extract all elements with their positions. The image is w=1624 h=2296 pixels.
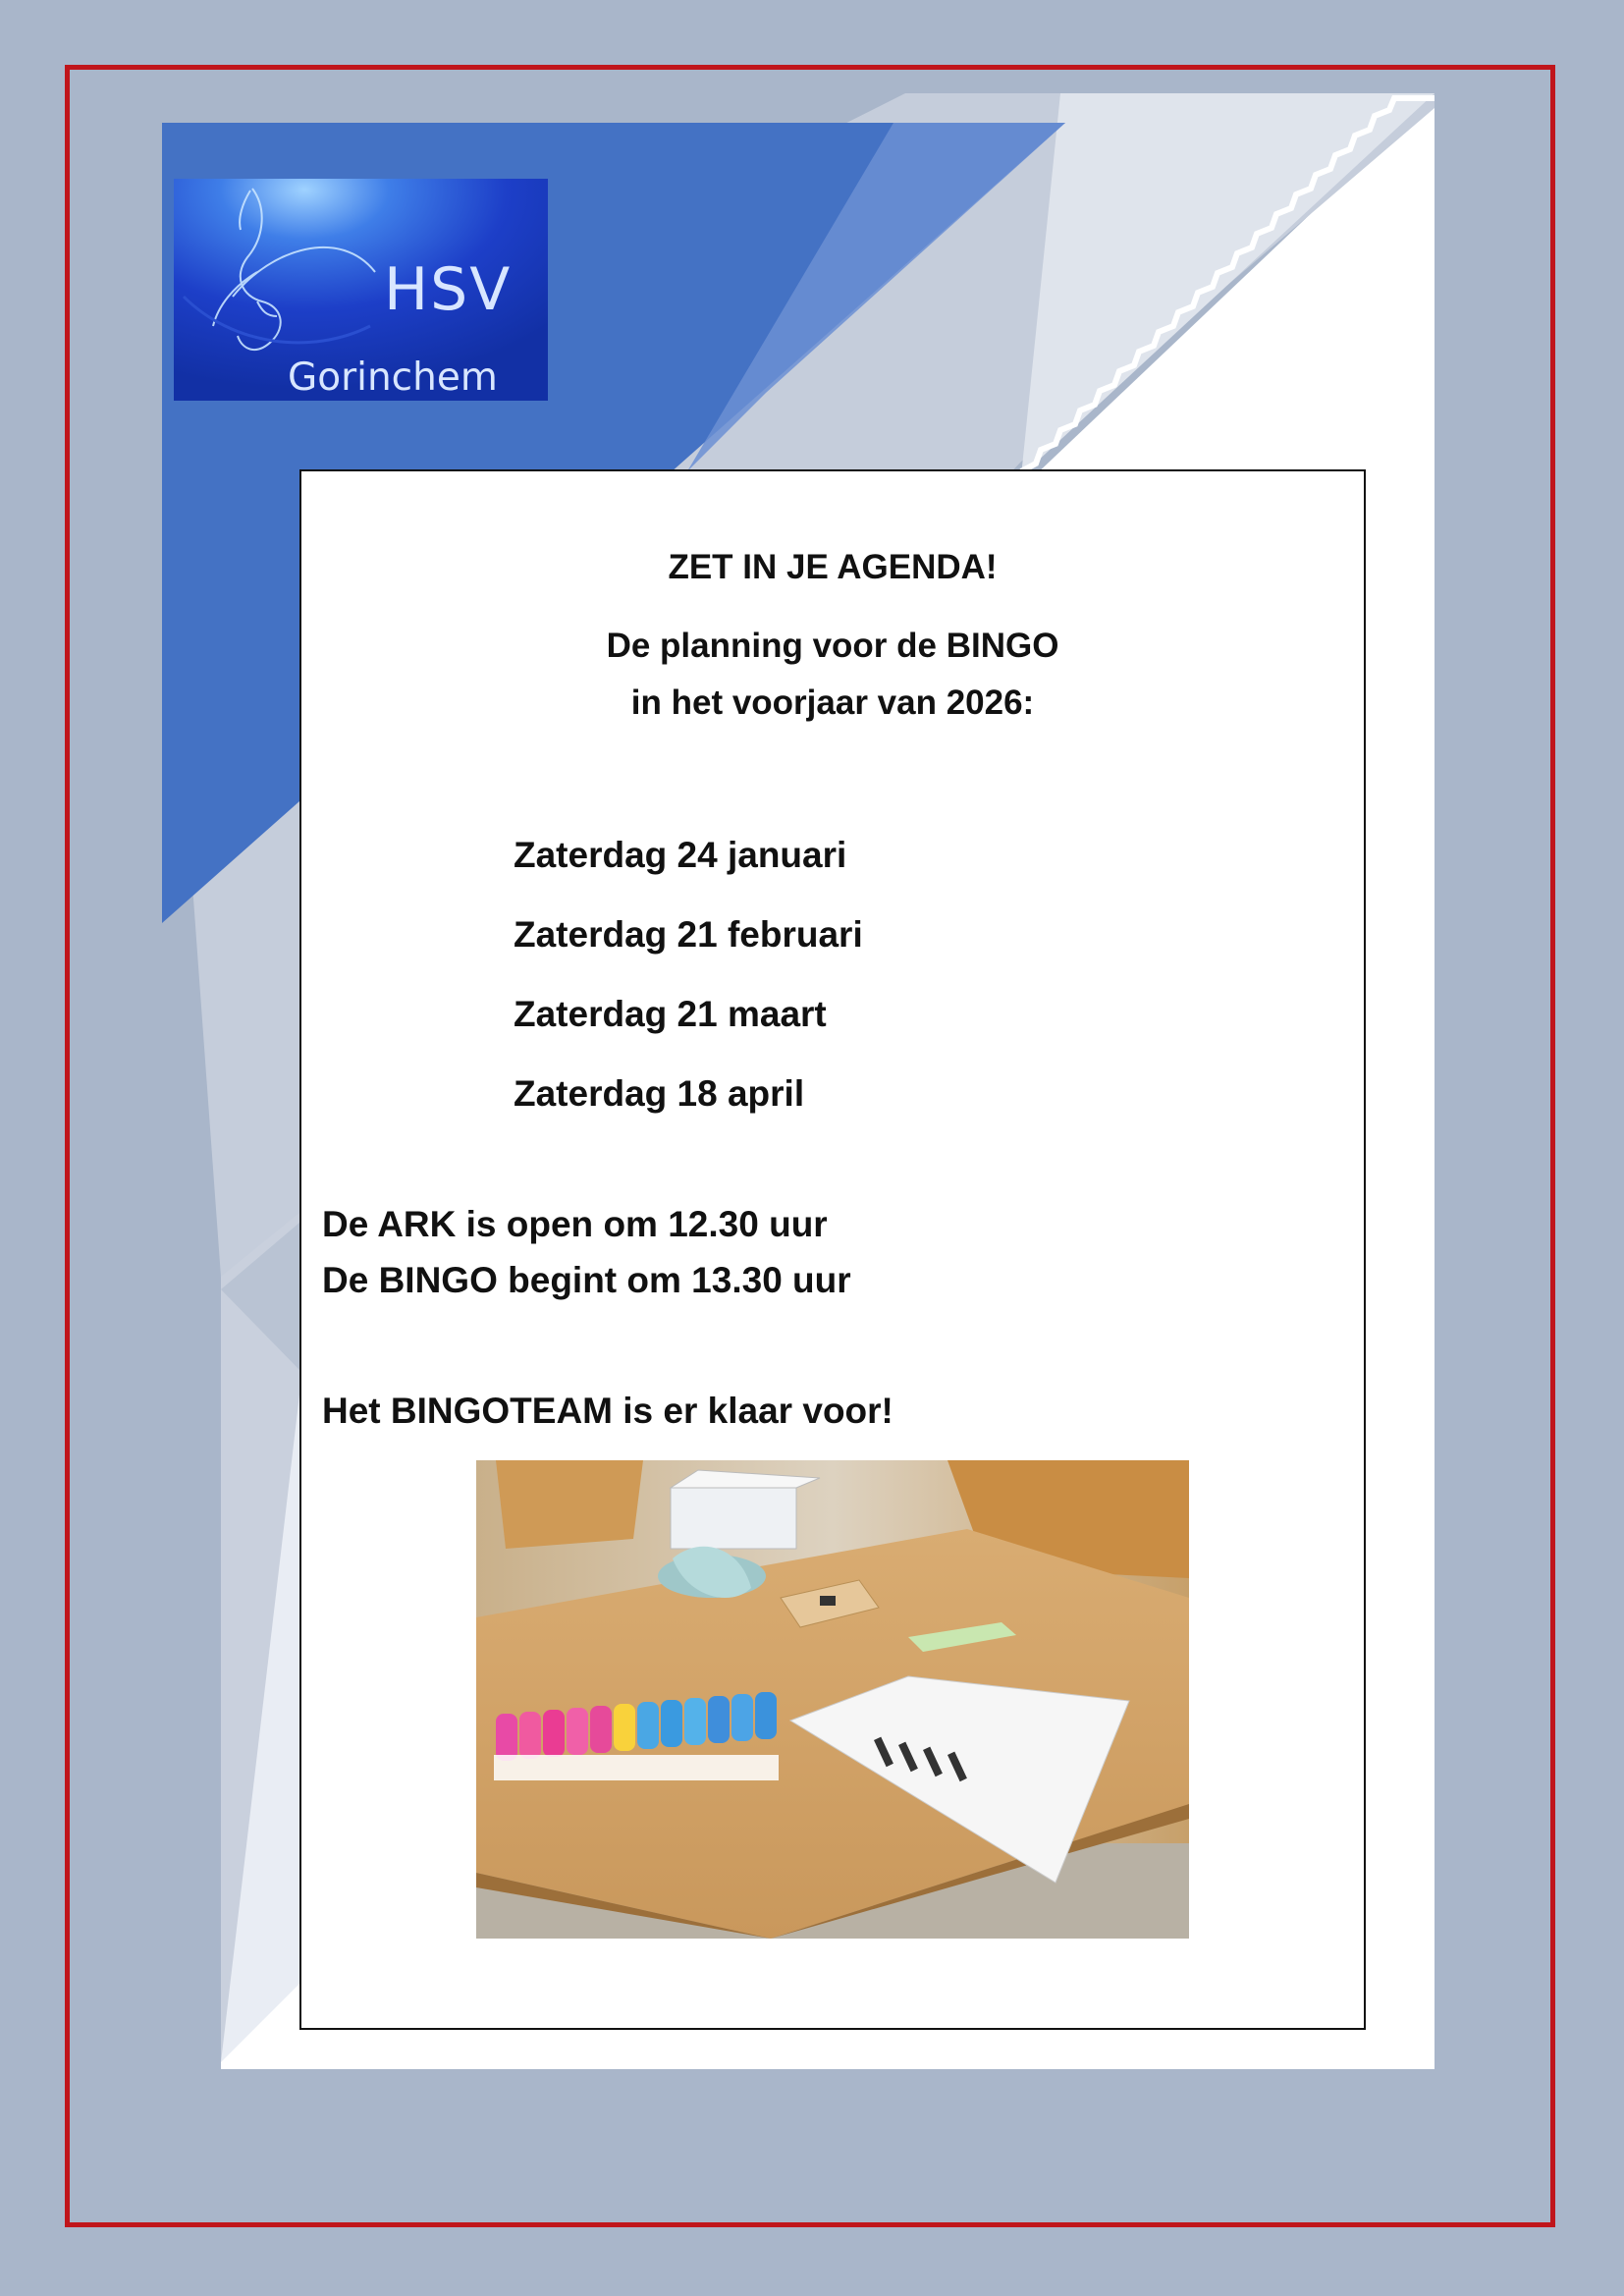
date-item: Zaterdag 18 april bbox=[514, 1073, 805, 1114]
intro-line-1: De planning voor de BINGO bbox=[606, 627, 1059, 665]
headline: ZET IN JE AGENDA! bbox=[668, 548, 998, 586]
announcement-box bbox=[299, 469, 1366, 2030]
bingo-table-photo bbox=[476, 1460, 1189, 1939]
date-item: Zaterdag 21 maart bbox=[514, 994, 827, 1034]
intro-line-2: in het voorjaar van 2026: bbox=[630, 683, 1035, 722]
team-line: Het BINGOTEAM is er klaar voor! bbox=[322, 1391, 893, 1431]
logo-city-text: Gorinchem bbox=[288, 355, 498, 400]
date-item: Zaterdag 21 februari bbox=[514, 914, 863, 955]
opening-times bbox=[322, 1196, 851, 1308]
hsv-logo bbox=[174, 179, 548, 401]
bingo-start-time: De BINGO begint om 13.30 uur bbox=[322, 1260, 851, 1300]
logo-hsv-text: HSV bbox=[384, 255, 513, 324]
door-open-time: De ARK is open om 12.30 uur bbox=[322, 1204, 828, 1244]
date-item: Zaterdag 24 januari bbox=[514, 835, 847, 875]
date-list bbox=[514, 815, 863, 1133]
